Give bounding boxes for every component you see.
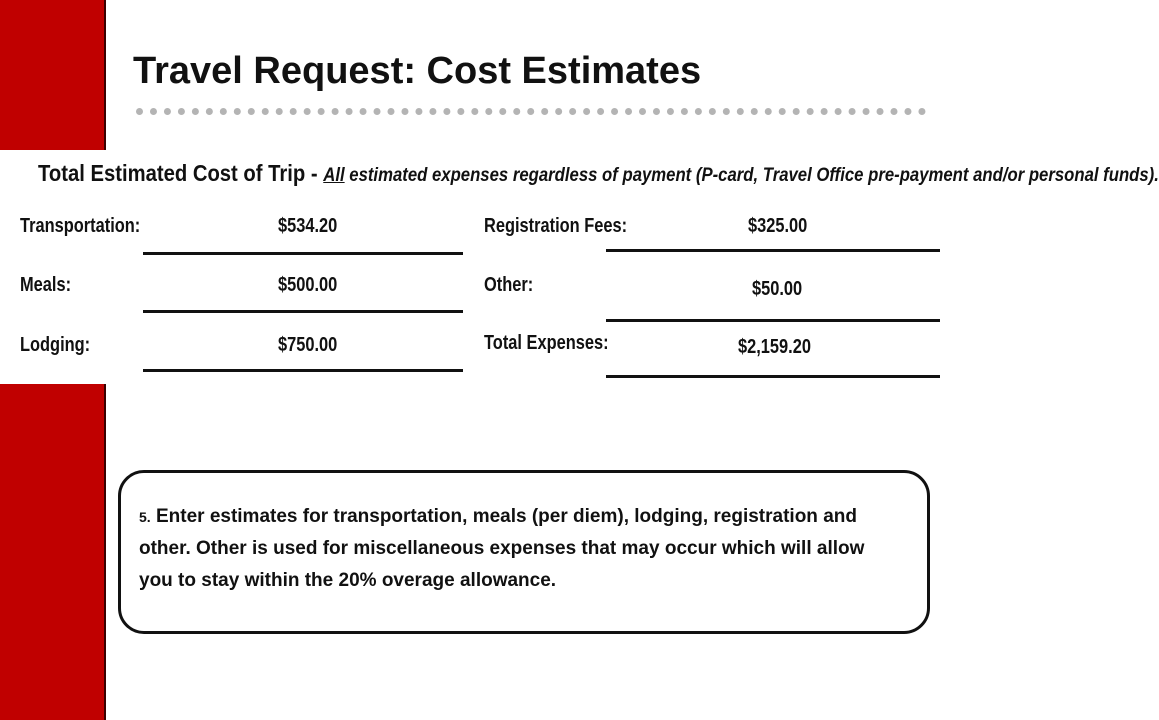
meals-value: $500.00	[278, 274, 338, 296]
total-expenses-label: Total Expenses:	[484, 332, 609, 354]
transportation-value: $534.20	[278, 215, 338, 237]
meals-line	[143, 310, 463, 313]
total-expenses-value: $2,159.20	[738, 336, 811, 358]
lodging-line	[143, 369, 463, 372]
registration-fees-label: Registration Fees:	[484, 215, 628, 237]
instruction-body: Enter estimates for transportation, meals (per diem), lodging, registration and other. Other is used for miscellaneous expenses that may occur which will allow you to stay within the 20% overage allowance.	[139, 506, 865, 591]
total-expenses-line	[606, 375, 940, 378]
form-heading-rest: estimated expenses regardless of payment (P-card, Travel Office pre-payment and/or personal funds).	[344, 165, 1159, 186]
lodging-label: Lodging:	[20, 334, 91, 356]
meals-label: Meals:	[20, 274, 72, 296]
cost-estimate-form-image	[0, 152, 1159, 384]
lodging-value: $750.00	[278, 334, 338, 356]
side-bar-bottom	[0, 383, 106, 720]
title-divider	[136, 108, 926, 115]
instruction-callout	[118, 470, 930, 634]
side-bar-top	[0, 0, 106, 150]
registration-fees-value: $325.00	[748, 215, 808, 237]
other-label: Other:	[484, 274, 534, 296]
slide-title: Travel Request: Cost Estimates	[133, 50, 702, 92]
registration-fees-line	[606, 249, 940, 252]
instruction-text	[139, 501, 899, 597]
other-value: $50.00	[752, 278, 803, 300]
transportation-label: Transportation:	[20, 215, 141, 237]
other-line	[606, 319, 940, 322]
transportation-line	[143, 252, 463, 255]
form-heading-main: Total Estimated Cost of Trip -	[38, 160, 324, 186]
form-heading-all: All	[323, 165, 345, 186]
form-heading	[38, 160, 1159, 187]
instruction-number: 5.	[139, 509, 151, 525]
